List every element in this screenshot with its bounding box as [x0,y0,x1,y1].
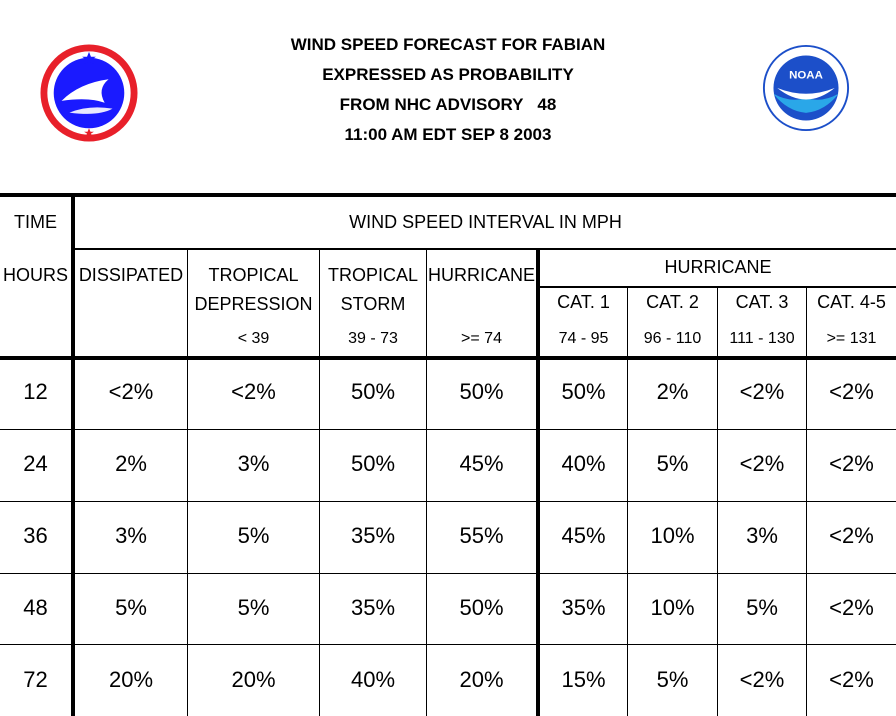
probability-cell: 5% [115,595,147,620]
probability-cell: 50% [350,451,396,476]
header-bottom-border [0,356,896,360]
column-header-label: CAT. 4-5 [817,292,886,312]
probability-cell: 2% [656,379,689,404]
probability-cell: 5% [656,451,689,476]
probability-cell: 50% [459,595,504,620]
column-header-label: TROPICAL [327,265,419,285]
title-line-1: WIND SPEED FORECAST FOR FABIAN [290,35,606,54]
probability-cell: 5% [746,595,778,620]
table-top-border [0,193,896,197]
probability-cell: 3% [115,523,147,548]
probability-cell: 3% [746,523,778,548]
svg-text:NOAA: NOAA [789,69,823,82]
hurricane-group-header: HURRICANE [664,257,772,277]
column-header-range: >= 74 [461,330,502,347]
column-header-label: HURRICANE [427,265,535,285]
column-header-range: 39 - 73 [348,330,398,347]
probability-cell: 45% [561,523,606,548]
time-header: TIME [14,212,57,232]
probability-cell: 55% [459,523,504,548]
probability-cell: 2% [115,451,147,476]
column-header-range: >= 131 [826,330,877,347]
noaa-seal-icon [758,44,854,132]
page-header [0,0,896,195]
hours-header: HOURS [2,265,68,285]
column-header-label: TROPICAL [208,265,299,285]
probability-cell: 40% [561,451,606,476]
column-header-label: CAT. 1 [557,292,610,312]
forecast-hour-cell: 48 [23,595,48,620]
column-border [319,250,320,716]
row-divider [0,644,896,645]
row-divider [0,429,896,430]
column-header-label-line2: STORM [340,294,406,314]
probability-cell: <2% [829,595,874,620]
row-divider [0,501,896,502]
nws-seal-icon [40,44,138,142]
probability-cell: 35% [561,595,606,620]
column-header-label-line2: DEPRESSION [194,294,313,314]
forecast-title [200,30,696,150]
probability-cell: 10% [650,595,695,620]
nws-logo [40,44,138,142]
column-border [426,250,427,716]
probability-cell: <2% [739,667,785,692]
interval-header-divider [73,248,896,250]
column-header-range: 111 - 130 [729,330,795,347]
column-header-range: 74 - 95 [558,330,609,347]
column-border [627,287,628,716]
probability-cell: <2% [231,379,276,404]
probability-cell: 20% [459,667,504,692]
probability-cell: <2% [829,667,874,692]
probability-cell: 5% [237,523,270,548]
row-divider [0,573,896,574]
title-line-2: EXPRESSED AS PROBABILITY [322,65,574,84]
probability-cell: 35% [350,595,396,620]
probability-cell: 3% [237,451,270,476]
probability-cell: 5% [656,667,689,692]
forecast-hour-cell: 72 [23,667,48,692]
title-line-4: 11:00 AM EDT SEP 8 2003 [344,125,552,144]
probability-cell: 10% [650,523,695,548]
probability-cell: <2% [829,523,874,548]
probability-cell: 50% [459,379,504,404]
title-line-3: FROM NHC ADVISORY 48 [339,95,557,114]
probability-cell: <2% [829,379,874,404]
hurricane-group-border [536,250,540,716]
probability-cell: <2% [108,379,154,404]
column-border [717,287,718,716]
forecast-hour-cell: 12 [23,379,48,404]
column-header-label: CAT. 3 [735,292,789,312]
probability-cell: 40% [350,667,396,692]
column-header-label: CAT. 2 [646,292,699,312]
probability-cell: <2% [739,451,785,476]
column-header-label: DISSIPATED [78,265,184,285]
probability-cell: 20% [108,667,154,692]
probability-cell: 50% [561,379,606,404]
probability-cell: 5% [237,595,270,620]
wind-interval-header: WIND SPEED INTERVAL IN MPH [349,212,622,232]
column-header-range: 96 - 110 [643,330,702,347]
forecast-hour-cell: 24 [23,451,48,476]
column-border [187,250,188,716]
probability-cell: 35% [350,523,396,548]
probability-cell: 15% [561,667,606,692]
probability-cell: 45% [459,451,504,476]
column-border [806,287,807,716]
probability-cell: <2% [829,451,874,476]
column-header-range: < 39 [237,330,270,347]
probability-cell: 20% [231,667,276,692]
noaa-logo [758,44,854,132]
probability-cell: 50% [350,379,396,404]
forecast-hour-cell: 36 [23,523,48,548]
probability-cell: <2% [739,379,785,404]
